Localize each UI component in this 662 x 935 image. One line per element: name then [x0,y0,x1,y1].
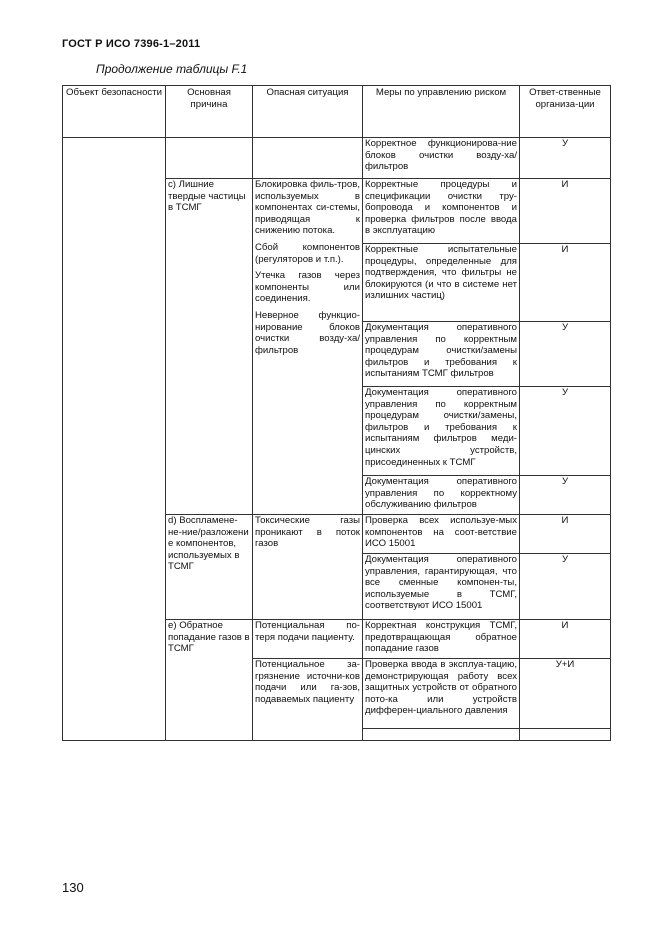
column-header-situation: Опасная ситуация [253,86,363,138]
measure-cell: Документация оперативного управления, гарантирующая, что все сменные компонен-ты, используемые в ТСМГ, соответствуют ИСО 15001 [363,554,520,620]
table-header-row [63,86,611,138]
org-cell: У [520,554,611,620]
org-cell: И [520,515,611,554]
situation-cell: Токсические газы проникают в поток газов [253,515,363,620]
table-row [63,138,611,179]
measure-cell: Документация оперативного управления по корректному обслуживанию фильтров [363,476,520,515]
measure-cell: Корректные процедуры и спецификации очистки тру-бопровода и компонентов и проверка фильтров после ввода в эксплуатацию [363,179,520,244]
org-cell: У [520,476,611,515]
column-header-object: Объект безопасности [63,86,166,138]
cause-cell: е) Обратное попадание газов в ТСМГ [166,620,253,741]
situation-text: Утечка газов через компоненты или соединения. [255,270,360,305]
org-cell: У [520,138,611,179]
measure-cell: Корректная конструкция ТСМГ, предотвращающая обратное попадание газов [363,620,520,659]
situation-cell: Потенциальная по-теря подачи пациенту. [253,620,363,659]
situation-cell [253,138,363,179]
measure-cell: Корректное функционирова-ние блоков очистки возду-ха/фильтров [363,138,520,179]
org-cell: И [520,179,611,244]
situation-cell [253,179,363,515]
situation-cell: Потенциальное за-грязнение источни-ков подачи или га-зов, подаваемых пациенту [253,659,363,741]
cause-cell: с) Лишние твердые частицы в ТСМГ [166,179,253,515]
object-cell [63,138,166,741]
column-header-measures: Меры по управлению риском [363,86,520,138]
org-cell: И [520,244,611,322]
column-header-org: Ответ-ственные организа-ции [520,86,611,138]
measure-cell: Документация оперативного управления по корректным процедурам очистки/замены, фильтров и требования к испытаниям фильтров меди-цинских устройств, присоединенных к ТСМГ [363,387,520,476]
org-cell: И [520,620,611,659]
measure-cell: Корректные испытательные процедуры, определенные для подтверждения, что фильтры не блокируются (и что в системе нет излишних частиц) [363,244,520,322]
situation-text: Сбой компонентов (регуляторов и т.п.). [255,241,360,265]
org-cell: У+И [520,659,611,729]
table-caption: Продолжение таблицы F.1 [96,62,248,76]
measure-cell [363,729,520,741]
column-header-cause: Основная причина [166,86,253,138]
measure-cell: Проверка всех используе-мых компонентов на соот-ветствие ИСО 15001 [363,515,520,554]
cause-cell: d) Воспламене-не-ние/разложени е компонентов, используемых в ТСМГ [166,515,253,620]
org-cell: У [520,322,611,387]
page-number: 130 [62,880,84,895]
cause-cell [166,138,253,179]
org-cell [520,729,611,741]
measure-cell: Проверка ввода в эксплуа-тацию, демонстрирующая работу всех защитных устройств от обратного пото-ка или устройств дифферен-циального давления [363,659,520,729]
situation-text: Блокировка филь-тров, используемых в компонентах си-стемы, приводящая к снижению потока. [255,179,360,237]
org-cell: У [520,387,611,476]
situation-text: Неверное функцио-нирование блоков очистки возду-ха/фильтров [255,309,360,356]
document-header: ГОСТ Р ИСО 7396-1–2011 [62,38,201,50]
measure-cell: Документация оперативного управления по корректным процедурам очистки/замены фильтров и требования к испытаниям ТСМГ фильтров [363,322,520,387]
risk-table [62,85,611,741]
